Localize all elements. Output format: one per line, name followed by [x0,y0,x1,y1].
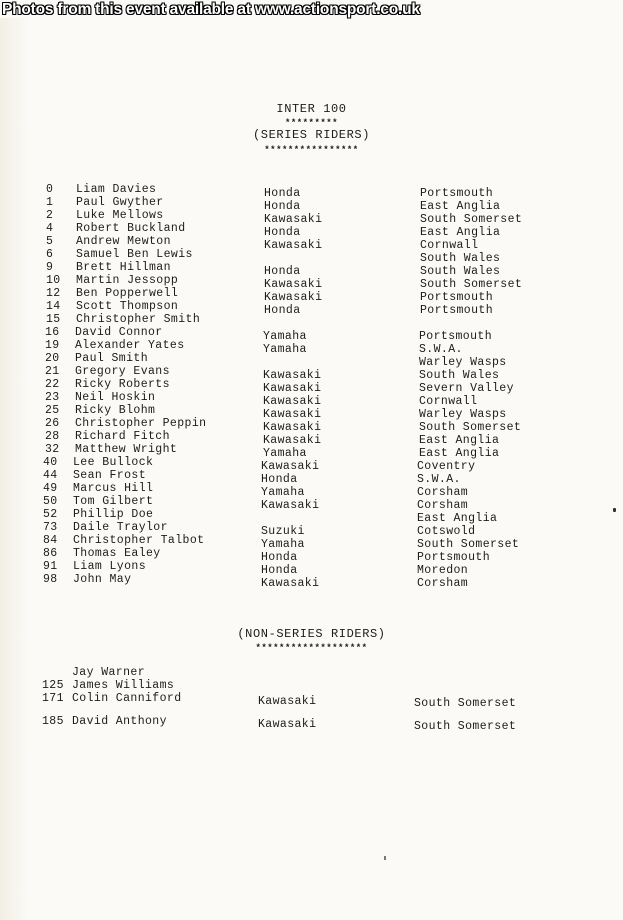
rider-number: 171 [42,692,64,705]
rider-club: South Wales [419,369,500,382]
rider-club: S.W.A. [419,343,463,356]
rider-number: 91 [43,560,58,573]
rider-make: Kawasaki [264,291,323,304]
rider-name: Scott Thompson [76,300,179,313]
rider-number: 26 [45,417,60,430]
rider-club: East Anglia [419,434,500,447]
rider-make: Honda [261,551,298,564]
rider-club: South Somerset [420,213,523,226]
rider-number: 44 [43,469,58,482]
rider-name: Colin Canniford [72,692,182,705]
rider-name: Ricky Blohm [75,404,156,417]
rider-name: Phillip Doe [73,508,154,521]
rider-number: 14 [46,300,61,313]
rider-club: East Anglia [420,200,501,213]
rider-club: Cotswold [417,525,476,538]
rider-number: 49 [43,482,58,495]
rider-name: John May [73,573,132,586]
rider-make: Yamaha [261,486,305,499]
rider-name: Christopher Smith [76,313,201,326]
rider-number: 32 [45,443,60,456]
rider-name: Richard Fitch [75,430,170,443]
rider-make: Kawasaki [263,382,322,395]
rider-make: Kawasaki [258,718,317,731]
rider-club: Portsmouth [417,551,491,564]
rider-make: Honda [264,265,301,278]
rider-club: S.W.A. [417,473,461,486]
rider-name: Luke Mellows [76,209,164,222]
rider-club: South Wales [420,265,501,278]
rider-name: Ben Popperwell [76,287,179,300]
rider-name: Sean Frost [73,469,147,482]
rider-name: Liam Lyons [73,560,147,573]
rider-make: Kawasaki [261,577,320,590]
rider-number: 40 [43,456,58,469]
non-series-riders-heading: (NON-SERIES RIDERS) [237,627,386,641]
series-stars-divider: **************** [264,145,359,155]
rider-make: Honda [264,200,301,213]
rider-make: Suzuki [261,525,305,538]
rider-number: 10 [46,274,61,287]
rider-name: Jay Warner [72,666,146,679]
rider-number: 12 [46,287,61,300]
rider-make: Yamaha [263,447,307,460]
rider-club: Portsmouth [420,304,494,317]
rider-club: South Somerset [419,421,522,434]
rider-make: Honda [264,304,301,317]
rider-number: 21 [45,365,60,378]
rider-number: 86 [43,547,58,560]
rider-club: South Wales [420,252,501,265]
rider-club: Coventry [417,460,476,473]
rider-name: Christopher Talbot [73,534,205,547]
rider-name: Tom Gilbert [73,495,154,508]
rider-club: Moredon [417,564,469,577]
rider-club: Corsham [417,486,469,499]
rider-make: Yamaha [261,538,305,551]
rider-name: Matthew Wright [75,443,178,456]
rider-name: Neil Hoskin [75,391,156,404]
rider-name: David Anthony [72,715,167,728]
rider-club: South Somerset [417,538,520,551]
rider-club: Portsmouth [420,187,494,200]
rider-name: Martin Jessopp [76,274,179,287]
rider-club: Corsham [417,577,469,590]
series-riders-heading: (SERIES RIDERS) [252,128,371,142]
rider-make: Yamaha [263,330,307,343]
rider-name: Alexander Yates [75,339,185,352]
rider-number: 1 [46,196,54,209]
rider-name: Samuel Ben Lewis [76,248,193,261]
rider-number: 98 [43,573,58,586]
rider-club: East Anglia [419,447,500,460]
rider-name: Christopher Peppin [75,417,207,430]
rider-number: 23 [45,391,60,404]
rider-make: Honda [261,473,298,486]
rider-name: James Williams [72,679,175,692]
rider-number: 19 [45,339,60,352]
rider-make: Kawasaki [263,395,322,408]
scan-speck [613,508,616,512]
rider-name: Daile Traylor [73,521,168,534]
non-series-stars-divider: ******************* [255,643,368,653]
rider-name: Paul Gwyther [76,196,164,209]
rider-number: 28 [45,430,60,443]
rider-number: 22 [45,378,60,391]
rider-club: South Somerset [420,278,523,291]
scan-speck [384,856,386,860]
rider-number: 52 [43,508,58,521]
rider-club: Cornwall [419,395,478,408]
rider-make: Honda [264,187,301,200]
rider-number: 5 [46,235,54,248]
rider-make: Kawasaki [261,460,320,473]
rider-make: Kawasaki [263,408,322,421]
rider-number: 73 [43,521,58,534]
rider-number: 4 [46,222,54,235]
rider-club: South Somerset [414,697,517,710]
rider-number: 185 [42,715,64,728]
rider-name: David Connor [75,326,163,339]
rider-make: Kawasaki [264,278,323,291]
rider-name: Liam Davies [76,183,157,196]
rider-make: Kawasaki [263,421,322,434]
rider-make: Kawasaki [263,434,322,447]
rider-club: Cornwall [420,239,479,252]
rider-make: Kawasaki [263,369,322,382]
rider-club: East Anglia [420,226,501,239]
rider-name: Paul Smith [75,352,149,365]
title-stars-divider: ********* [284,118,339,128]
rider-club: South Somerset [414,720,517,733]
rider-make: Kawasaki [258,695,317,708]
rider-name: Gregory Evans [75,365,170,378]
rider-number: 6 [46,248,54,261]
rider-name: Marcus Hill [73,482,154,495]
rider-name: Andrew Mewton [76,235,171,248]
rider-make: Honda [264,226,301,239]
rider-number: 50 [43,495,58,508]
rider-club: Corsham [417,499,469,512]
rider-club: Warley Wasps [419,356,507,369]
rider-club: Severn Valley [419,382,514,395]
rider-name: Ricky Roberts [75,378,170,391]
rider-number: 16 [45,326,60,339]
rider-number: 20 [45,352,60,365]
rider-make: Honda [261,564,298,577]
rider-name: Brett Hillman [76,261,171,274]
class-title: INTER 100 [276,102,347,116]
rider-number: 84 [43,534,58,547]
rider-make: Kawasaki [264,239,323,252]
rider-number: 2 [46,209,54,222]
rider-make: Kawasaki [261,499,320,512]
rider-club: Warley Wasps [419,408,507,421]
watermark-banner: Photos from this event available at www.actionsport.co.uk [2,1,420,18]
rider-number: 25 [45,404,60,417]
rider-name: Robert Buckland [76,222,186,235]
rider-name: Thomas Ealey [73,547,161,560]
rider-number: 125 [42,679,64,692]
rider-make: Yamaha [263,343,307,356]
rider-club: East Anglia [417,512,498,525]
rider-club: Portsmouth [420,291,494,304]
rider-club: Portsmouth [419,330,493,343]
rider-name: Lee Bullock [73,456,154,469]
rider-number: 15 [46,313,61,326]
rider-number: 9 [46,261,54,274]
rider-make: Kawasaki [264,213,323,226]
rider-number: 0 [46,183,54,196]
